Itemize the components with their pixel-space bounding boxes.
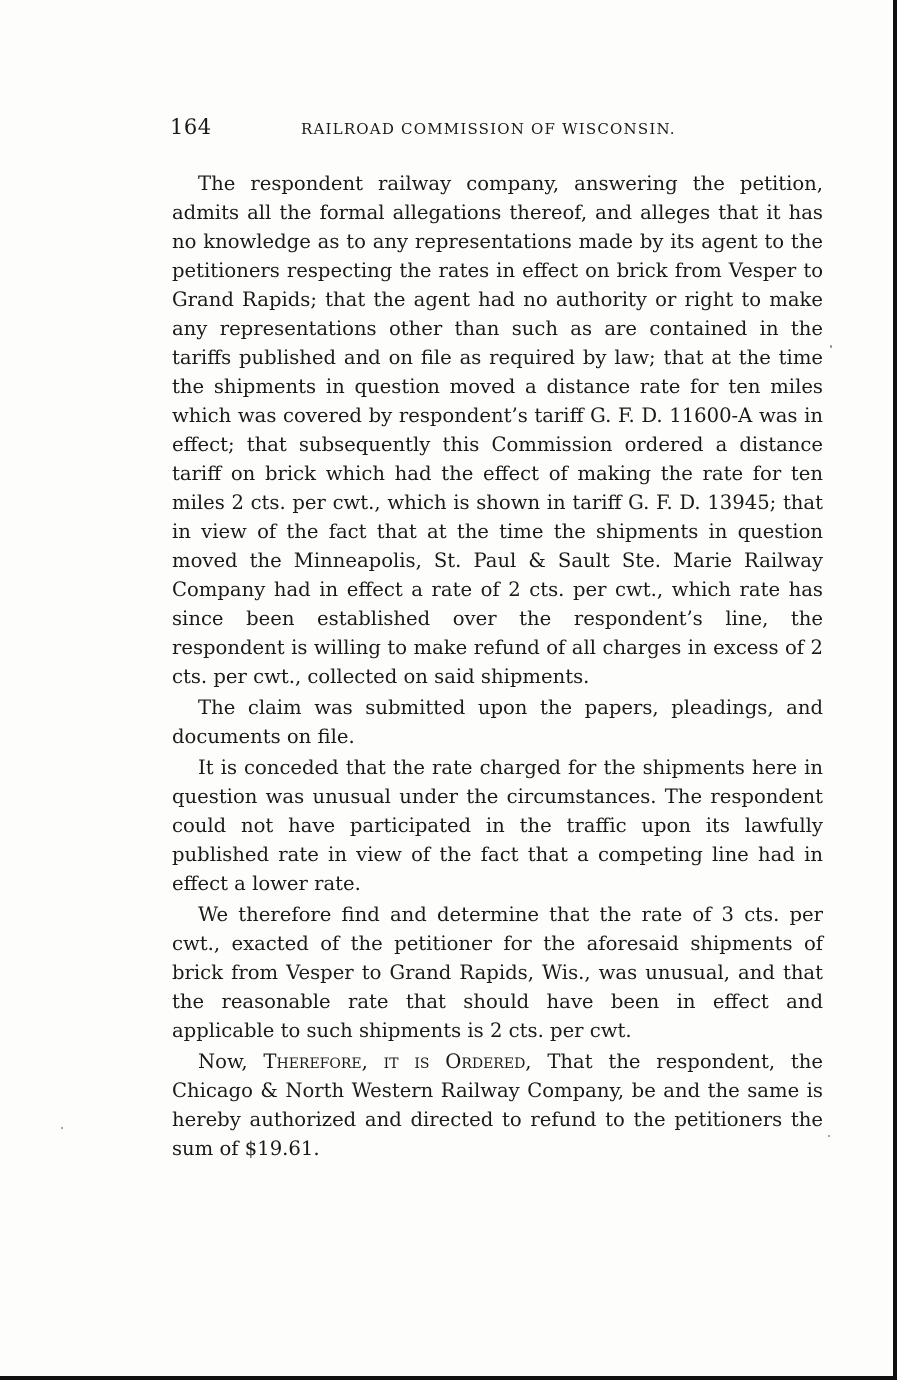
- body-text: [172, 169, 823, 1163]
- paragraph-order: [172, 1047, 823, 1163]
- order-opening: Now,: [198, 1050, 264, 1073]
- scan-speck: [61, 1127, 63, 1129]
- page-header: [170, 115, 825, 145]
- order-therefore-ordered: Therefore, it is Ordered: [263, 1050, 526, 1073]
- scan-speck: [828, 1135, 830, 1137]
- page-right-edge: [893, 0, 897, 1380]
- paragraph-claim-submitted: The claim was submitted upon the papers, pleadings, and documents on file.: [172, 696, 823, 748]
- order-text: , That the respondent, the Chicago & North Western Railway Company, be and the same is hereby authorized and directed to refund to the petitioners the sum of $19.61.: [172, 1050, 823, 1160]
- running-head: RAILROAD COMMISSION OF WISCONSIN.: [301, 120, 676, 138]
- paragraph-finding: We therefore find and determine that the rate of 3 cts. per cwt., exacted of the petitioner for the aforesaid shipments of brick from Vesper to Grand Rapids, Wis., was unusual, and that the reasonable rate that should have been in effect and applicable to such shipments is 2 cts. per cwt.: [172, 903, 823, 1042]
- page-bottom-edge: [0, 1376, 897, 1380]
- paragraph-respondent-answer: The respondent railway company, answering the petition, admits all the formal allegations thereof, and alleges that it has no knowledge as to any representations made by its agent to the petitioners respecting the rates in effect on brick from Vesper to Grand Rapids; that the agent had no authority or right to make any representations other than such as are contained in the tariffs published and on file as required by law; that at the time the shipments in question moved a distance rate for ten miles which was covered by respondent’s tariff G. F. D. 11600-A was in effect; that subsequently this Commission ordered a distance tariff on brick which had the effect of making the rate for ten miles 2 cts. per cwt., which is shown in tariff G. F. D. 13945; that in view of the fact that at the time the shipments in question moved the Minneapolis, St. Paul & Sault Ste. Marie Railway Company had in effect a rate of 2 cts. per cwt., which rate has since been established over the respondent’s line, the respondent is willing to make refund of all charges in excess of 2 cts. per cwt., collected on said shipments.: [172, 172, 823, 688]
- scan-speck: [830, 345, 832, 348]
- paragraph-rate-conceded: It is conceded that the rate charged for the shipments here in question was unusual under the circumstances. The respondent could not have participated in the traffic upon its lawfully published rate in view of the fact that a competing line had in effect a lower rate.: [172, 756, 823, 895]
- page-number: 164: [170, 115, 212, 139]
